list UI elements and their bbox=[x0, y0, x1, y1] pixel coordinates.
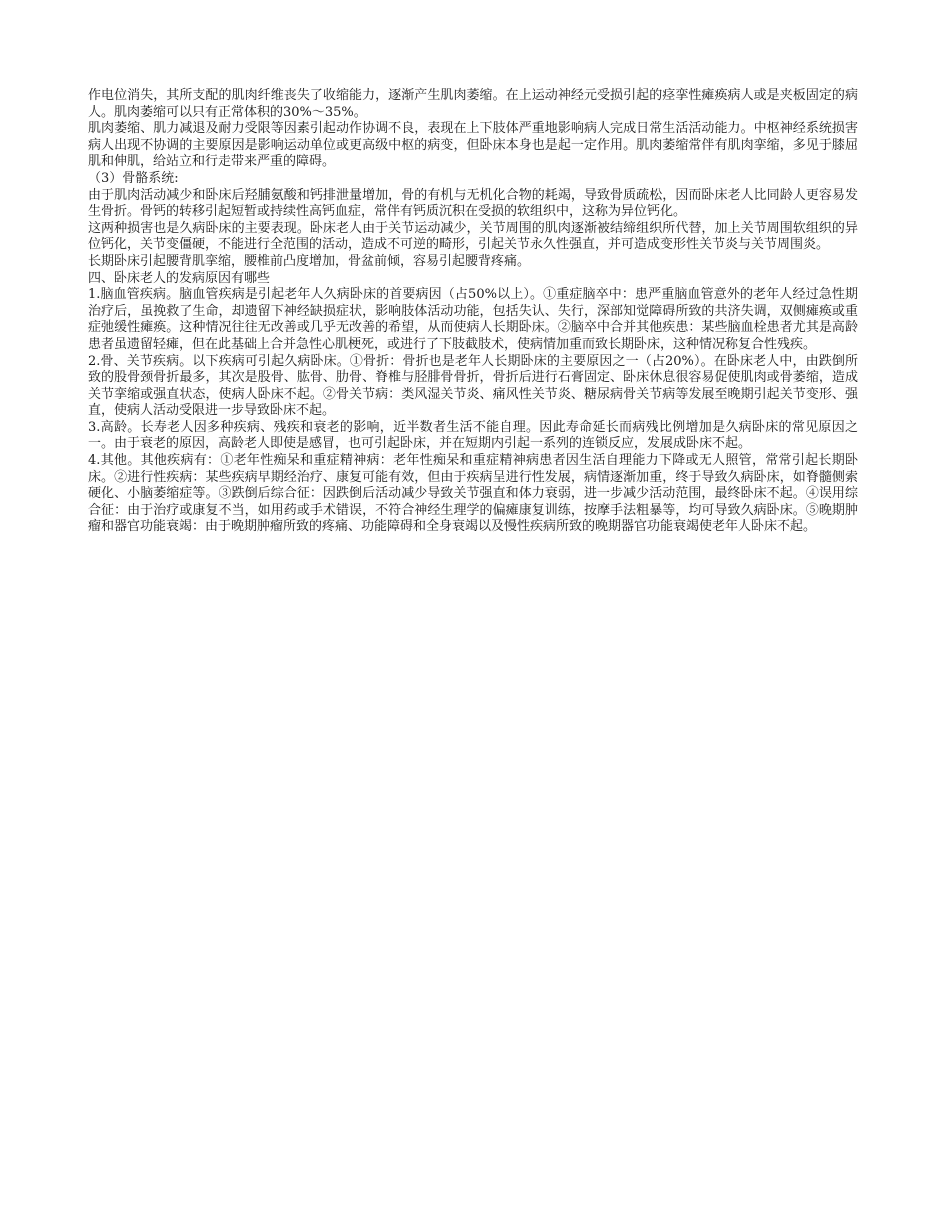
paragraph-advanced-age: 3.高龄。长寿老人因多种疾病、残疾和衰老的影响，近半数者生活不能自理。因此寿命延长而病残比例增加是久病卧床的常见原因之一。由于衰老的原因，高龄老人即使是感冒，也可引起卧床，并在短期内引起一系列的连锁反应，发展成卧床不起。 bbox=[88, 419, 858, 452]
subheading-skeletal-system: （3）骨骼系统: bbox=[88, 170, 179, 186]
paragraph-osteoporosis: 由于肌肉活动减少和卧床后羟脯氨酸和钙排泄量增加，骨的有机与无机化合物的耗竭，导致骨质疏松，因而卧床老人比同龄人更容易发生骨折。骨钙的转移引起短暂或持续性高钙血症，常伴有钙质沉积在受损的软组织中，这称为异位钙化。 bbox=[88, 187, 858, 220]
paragraph-cerebrovascular: 1.脑血管疾病。脑血管疾病是引起老年人久病卧床的首要病因（占50%以上）。①重症脑卒中：患严重脑血管意外的老年人经过急性期治疗后，虽挽救了生命，却遗留下神经缺损症状，影响肢体活动功能，包括失认、失行，深部知觉障碍所致的共济失调，双侧瘫痪或重症弛缓性瘫痪。这种情况往往无改善或几乎无改善的希望，从而使病人长期卧床。②脑卒中合并其他疾患：某些脑血栓患者尤其是高龄患者虽遗留轻瘫，但在此基础上合并急性心肌梗死，或进行了下肢截肢术，使病情加重而致长期卧床，这种情况称复合性残疾。 bbox=[88, 287, 858, 352]
document-page bbox=[88, 88, 858, 536]
paragraph-bone-joint: 2.骨、关节疾病。以下疾病可引起久病卧床。①骨折：骨折也是老年人长期卧床的主要原因之一（占20%）。在卧床老人中，由跌倒所致的股骨颈骨折最多，其次是股骨、肱骨、肋骨、脊椎与胫腓骨骨折，骨折后进行石膏固定、卧床休息很容易促使肌肉或骨萎缩，造成关节挛缩或强直状态，使病人卧床不起。②骨关节病：类风湿关节炎、痛风性关节炎、糖尿病骨关节病等发展至晚期引起关节变形、强直，使病人活动受限进一步导致卧床不起。 bbox=[88, 353, 858, 419]
paragraph-muscle-atrophy-cont: 作电位消失，其所支配的肌肉纤维丧失了收缩能力，逐渐产生肌肉萎缩。在上运动神经元受损引起的痉挛性瘫痪病人或是夹板固定的病人。肌肉萎缩可以只有正常体积的30%～35%。 bbox=[88, 88, 858, 120]
paragraph-back-pain: 长期卧床引起腰背肌挛缩，腰椎前凸度增加，骨盆前倾，容易引起腰背疼痛。 bbox=[88, 253, 531, 269]
paragraph-coordination: 肌肉萎缩、肌力减退及耐力受限等因素引起动作协调不良，表现在上下肢体严重地影响病人完成日常生活活动能力。中枢神经系统损害病人出现不协调的主要原因是影响运动单位或更高级中枢的病变，但卧床本身也是起一定作用。肌肉萎缩常伴有肌肉挛缩，多见于膝屈肌和伸肌，给站立和行走带来严重的障碍。 bbox=[88, 121, 858, 170]
section-heading-causes: 四、卧床老人的发病原因有哪些 bbox=[88, 270, 271, 286]
paragraph-other-causes: 4.其他。其他疾病有：①老年性痴呆和重症精神病：老年性痴呆和重症精神病患者因生活自理能力下降或无人照管，常常引起长期卧床。②进行性疾病：某些疾病早期经治疗、康复可能有效，但由于疾病呈进行性发展，病情逐渐加重，终于导致久病卧床，如脊髓侧索硬化、小脑萎缩症等。③跌倒后综合征：因跌倒后活动减少导致关节强直和体力衰弱，进一步减少活动范围，最终卧床不起。④误用综合征：由于治疗或康复不当，如用药或手术错误，不符合神经生理学的偏瘫康复训练，按摩手法粗暴等，均可导致久病卧床。⑤晚期肿瘤和器官功能衰竭：由于晚期肿瘤所致的疼痛、功能障碍和全身衰竭以及慢性疾病所致的晚期器官功能衰竭使老年人卧床不起。 bbox=[88, 453, 858, 535]
paragraph-joint-damage: 这两种损害也是久病卧床的主要表现。卧床老人由于关节运动减少，关节周围的肌肉逐渐被结缔组织所代替，加上关节周围软组织的异位钙化，关节变僵硬，不能进行全范围的活动，造成不可逆的畸形，引起关节永久性强直，并可造成变形性关节炎与关节周围炎。 bbox=[88, 220, 858, 253]
